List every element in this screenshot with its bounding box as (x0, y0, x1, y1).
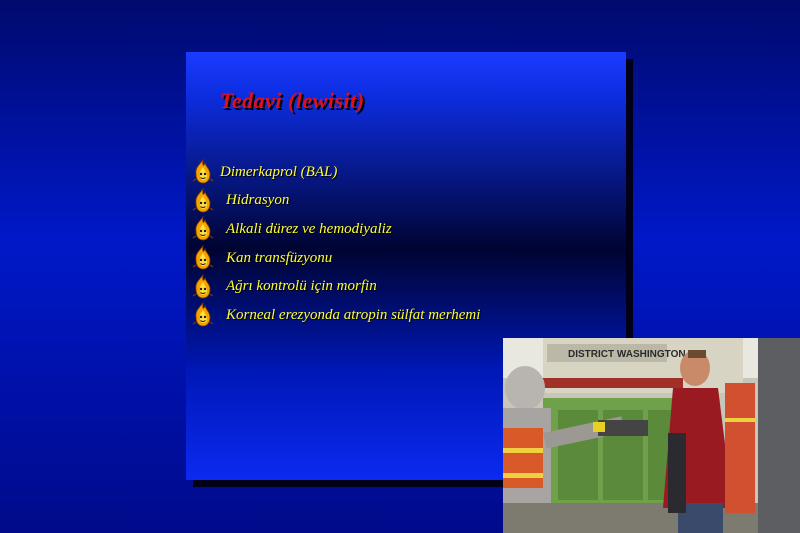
bullet-item (190, 158, 480, 187)
flame-character-icon (190, 274, 216, 300)
bullet-item (190, 244, 480, 273)
bullet-text: Alkali dürez ve hemodiyaliz (226, 220, 392, 237)
bullet-item (190, 187, 480, 216)
bullet-text: Dimerkaprol (BAL) (220, 163, 338, 180)
slide-title: Tedavi (lewisit) (220, 88, 365, 113)
flame-character-icon (190, 245, 216, 271)
bullet-item (190, 301, 480, 330)
flame-character-icon (190, 188, 216, 214)
bullet-list (190, 158, 480, 330)
bullet-text: Korneal erezyonda atropin sülfat merhemi (226, 306, 481, 323)
bullet-item (190, 272, 480, 301)
bullet-text: Hidrasyon (226, 192, 290, 209)
bullet-item (190, 215, 480, 244)
sign-text: DISTRICT WASHINGTON (568, 349, 686, 360)
bullet-text: Ağrı kontrolü için morfin (226, 278, 377, 295)
flame-character-icon (190, 159, 216, 185)
flame-character-icon (190, 216, 216, 242)
decontamination-photo (503, 338, 800, 533)
bullet-text: Kan transfüzyonu (226, 249, 333, 266)
flame-character-icon (190, 302, 216, 328)
